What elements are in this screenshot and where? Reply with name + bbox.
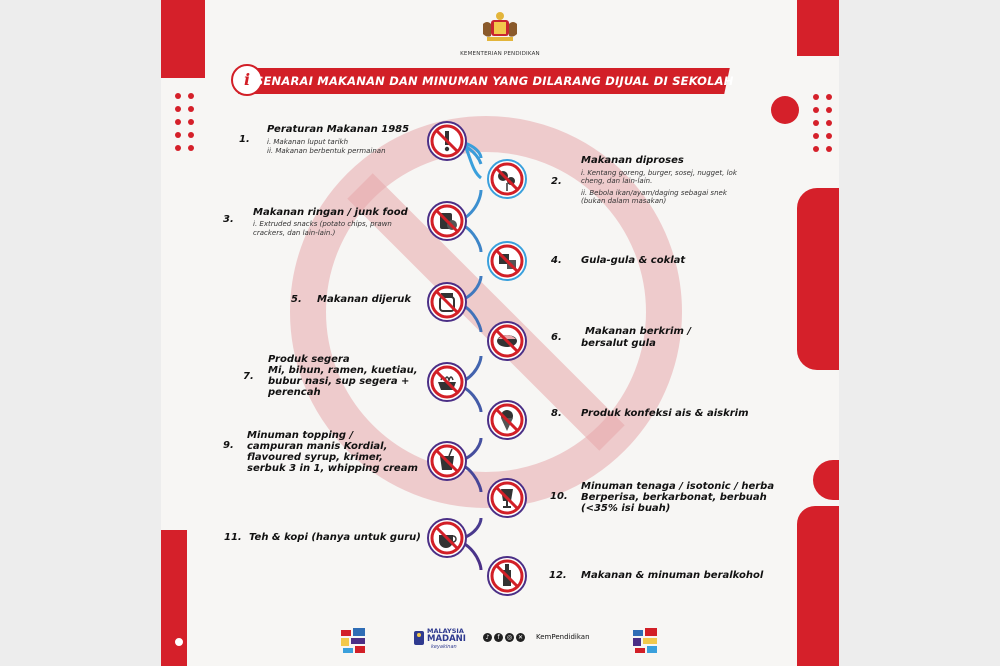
item-2-sub-1: i. Kentang goreng, burger, sosej, nugget, lok [581, 169, 737, 177]
cake-icon [487, 321, 527, 361]
instagram-icon[interactable]: ◎ [506, 634, 513, 641]
pickle-jar-icon [427, 282, 467, 322]
item-9-title: Minuman topping / [247, 430, 354, 441]
item-10-title: Minuman tenaga / isotonic / herba [581, 481, 775, 492]
item-7-line-2: bubur nasi, sup segera + [268, 376, 410, 387]
item-3-sub-1: i. Extruded snacks (potato chips, prawn [253, 220, 392, 228]
glass-icon [487, 478, 527, 518]
item-2-number: 2. [551, 176, 562, 187]
chips-icon [427, 201, 467, 241]
item-1-sub-1: i. Makanan luput tarikh [267, 138, 349, 146]
item-7-line-3: perencah [268, 387, 321, 398]
item-10-number: 10. [550, 491, 568, 502]
ice-cream-icon [487, 400, 527, 440]
item-7-number: 7. [243, 371, 254, 382]
item-1-title: Peraturan Makanan 1985 [267, 124, 410, 135]
item-5-number: 5. [291, 294, 302, 305]
item-12-title: Makanan & minuman beralkohol [581, 570, 764, 581]
item-4-number: 4. [551, 255, 562, 266]
item-7-line-1: Mi, bihun, ramen, kuetiau, [268, 365, 418, 376]
item-9-line-1: campuran manis Kordial, [247, 441, 388, 452]
brand-line-1: MALAYSIA [427, 627, 464, 635]
brand-tagline: keyakinan [431, 644, 457, 650]
item-9-number: 9. [223, 440, 234, 451]
social-icons [483, 633, 525, 642]
item-11-title: Teh & kopi (hanya untuk guru) [249, 532, 421, 543]
item-6-number: 6. [551, 332, 562, 343]
item-2-sub-2: cheng, dan lain-lain. [581, 177, 653, 185]
poster [161, 0, 839, 666]
item-9-line-2: flavoured syrup, krimer, [247, 452, 383, 463]
item-1-sub-2: ii. Makanan berbentuk permainan [267, 147, 386, 155]
social-handle[interactable]: KemPendidikan [536, 633, 590, 641]
ministry-name: KEMENTERIAN PENDIDIKAN [460, 51, 540, 57]
malaysia-madani-logo [413, 625, 475, 653]
item-8-number: 8. [551, 408, 562, 419]
item-9-line-3: serbuk 3 in 1, whipping cream [247, 463, 418, 474]
item-5-title: Makanan dijeruk [317, 294, 412, 305]
colorful-pattern-left-icon [337, 624, 369, 656]
coffee-cup-icon [427, 518, 467, 558]
item-10-line-2: (<35% isi buah) [581, 503, 671, 514]
instant-noodle-icon [427, 362, 467, 402]
item-3-title: Makanan ringan / junk food [253, 207, 408, 218]
candy-icon [487, 241, 527, 281]
item-2-title: Makanan diproses [581, 155, 684, 166]
item-12-number: 12. [549, 570, 567, 581]
facebook-icon[interactable]: f [494, 633, 503, 642]
item-6-title: Makanan berkrim / [585, 326, 692, 337]
item-11-number: 11. [224, 532, 242, 543]
item-6-title-line-2: bersalut gula [581, 338, 656, 349]
page-title: SENARAI MAKANAN DAN MINUMAN YANG DILARANG DIJUAL DI SEKOLAH [255, 74, 734, 88]
item-2-sub-3: ii. Bebola ikan/ayam/daging sebagai snek [581, 189, 727, 197]
meatball-icon [487, 159, 527, 199]
drink-cup-icon [427, 441, 467, 481]
item-2-sub-4: (bukan dalam masakan) [581, 197, 667, 205]
item-4-title: Gula-gula & coklat [581, 255, 686, 266]
item-3-sub-2: crackers, dan lain-lain.) [253, 229, 336, 237]
crest-small-icon [413, 629, 425, 647]
item-7-title: Produk segera [268, 354, 350, 365]
x-icon[interactable]: ✕ [517, 634, 524, 641]
brand-line-2: MADANI [427, 634, 466, 644]
item-8-title: Produk konfeksi ais & aiskrim [581, 408, 749, 419]
item-1-number: 1. [239, 134, 250, 145]
bottle-icon [487, 556, 527, 596]
exclamation-icon [427, 121, 467, 161]
item-10-line-1: Berperisa, berkarbonat, berbuah [581, 492, 767, 503]
tiktok-icon[interactable]: ♪ [483, 633, 492, 642]
item-3-number: 3. [223, 214, 234, 225]
info-icon: i [231, 64, 263, 96]
colorful-pattern-right-icon [629, 624, 661, 656]
